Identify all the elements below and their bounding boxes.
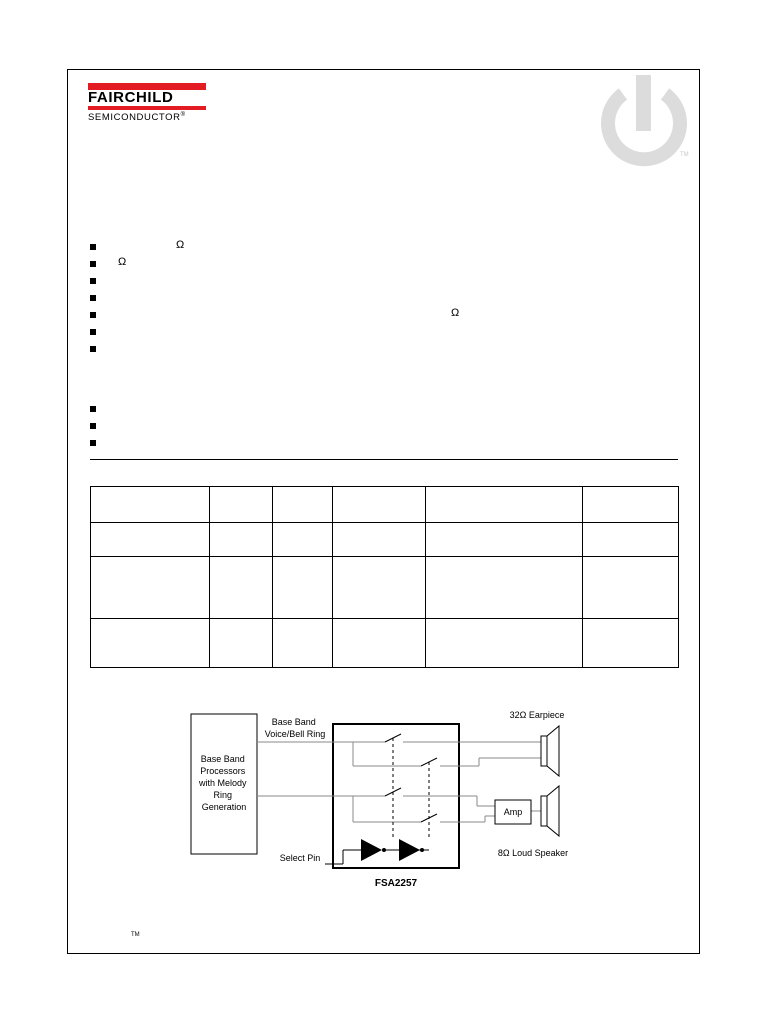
speaker-label: 8Ω Loud Speaker: [497, 848, 569, 858]
logo-bar-bottom: [88, 106, 206, 110]
table-cell: [210, 523, 273, 557]
logo-brand: FAIRCHILD: [88, 89, 174, 106]
omega-symbol: Ω: [118, 256, 127, 268]
signal-label: [265, 717, 326, 739]
inverter-icon: [399, 839, 420, 861]
amp-label: Amp: [503, 807, 523, 817]
bullet-square: [90, 261, 96, 267]
table-cell: [273, 619, 333, 668]
table-cell: [91, 557, 210, 619]
processor-label-line: Base Band: [200, 754, 245, 764]
omega-symbol: Ω: [451, 307, 460, 319]
table-cell: [210, 619, 273, 668]
switches: [385, 734, 437, 840]
footer-tm: TM: [131, 932, 140, 938]
spec-table: [90, 486, 679, 668]
earpiece-body: [541, 736, 547, 766]
table-cell: [210, 487, 273, 523]
bullet-square: [90, 312, 96, 318]
table-cell: [426, 557, 583, 619]
inverter-bubble: [420, 848, 424, 852]
signal-label-line: Voice/Bell Ring: [264, 729, 326, 739]
omega-symbol: Ω: [176, 239, 185, 251]
power-logo-icon: [596, 72, 691, 167]
table-cell: [333, 619, 426, 668]
signal-label-line: Base Band: [271, 717, 316, 727]
registered-mark: ®: [180, 112, 186, 118]
table-cell: [583, 523, 679, 557]
block-diagram: [185, 700, 585, 900]
table-cell: [333, 557, 426, 619]
bullet-square: [90, 423, 96, 429]
processor-label-line: with Melody: [198, 778, 247, 788]
table-cell: [273, 557, 333, 619]
bullet-square: [90, 278, 96, 284]
table-cell: [333, 487, 426, 523]
processor-label-line: Processors: [200, 766, 246, 776]
bullet-square: [90, 406, 96, 412]
table-row: [91, 557, 679, 619]
power-logo-tm: TM: [680, 152, 689, 158]
fairchild-logo: [88, 83, 206, 127]
table-cell: [210, 557, 273, 619]
section-divider: [90, 459, 678, 460]
table-cell: [583, 557, 679, 619]
bullet-square: [90, 295, 96, 301]
bullet-square: [90, 244, 96, 250]
bullet-square: [90, 440, 96, 446]
table-row: [91, 619, 679, 668]
select-pin-label: Select Pin: [279, 853, 321, 863]
bullet-square: [90, 346, 96, 352]
table-cell: [333, 523, 426, 557]
table-cell: [91, 619, 210, 668]
speaker-icon: [547, 786, 559, 836]
processor-label-line: Generation: [201, 802, 247, 812]
table-cell: [91, 487, 210, 523]
table-row: [91, 523, 679, 557]
table-cell: [426, 523, 583, 557]
speaker-body: [541, 796, 547, 826]
table-cell: [91, 523, 210, 557]
processor-label: [198, 754, 249, 812]
processor-label-line: Ring: [213, 790, 232, 800]
logo-subbrand-text: SEMICONDUCTOR: [88, 112, 181, 124]
table-cell: [583, 487, 679, 523]
table-cell: [426, 619, 583, 668]
earpiece-label: 32Ω Earpiece: [509, 710, 565, 720]
table-cell: [273, 523, 333, 557]
table-cell: [273, 487, 333, 523]
inverter-icon: [361, 839, 382, 861]
table-cell: [583, 619, 679, 668]
table-cell: [426, 487, 583, 523]
inverter-bubble: [382, 848, 386, 852]
logo-subbrand: [88, 112, 186, 123]
table-row: [91, 487, 679, 523]
earpiece-icon: [547, 726, 559, 776]
chip-label: FSA2257: [374, 878, 418, 889]
bullet-square: [90, 329, 96, 335]
